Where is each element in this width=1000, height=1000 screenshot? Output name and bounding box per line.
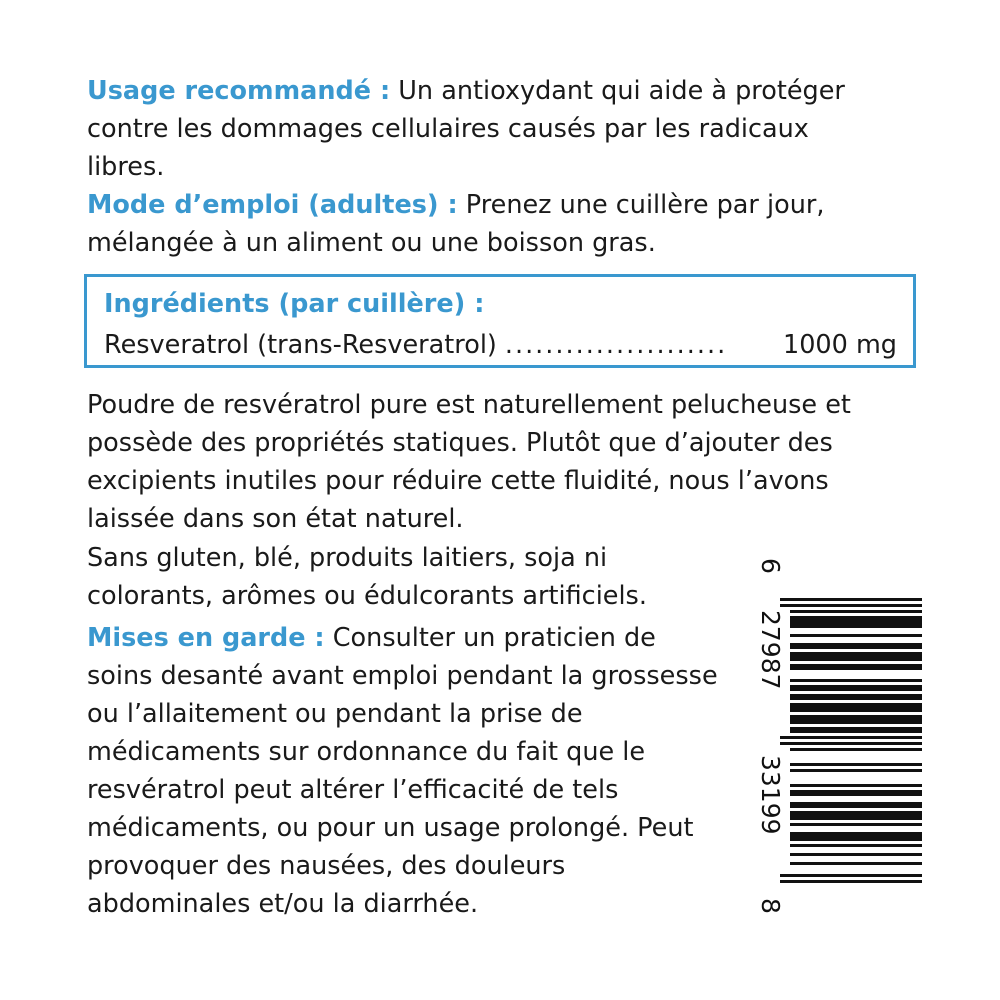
barcode-bar [790,763,922,766]
usage-text: Un antioxydant qui aide à protéger contre les dommages cellulaires causés par les radicaux libres. [87,76,845,182]
usage-label: Usage recommandé : [87,76,391,106]
ingredient-leader-dots: ...................... [504,330,728,360]
allergen-statement: Sans gluten, blé, produits laitiers, soja ni colorants, arômes ou édulcorants artificiels. [87,543,647,611]
barcode-bar [790,688,922,691]
barcode-bar [790,838,922,841]
barcode-digit-group-left: 27987 [756,610,785,690]
product-description: Poudre de resvératrol pure est naturellement pelucheuse et possède des propriétés statiques. Plutôt que d’ajouter des excipients inutiles pour réduire cette fluidité, nous l’avons laissée dans son état naturel. [87,390,851,534]
barcode-bar [790,817,922,820]
barcode-bar [790,769,922,772]
upc-barcode [752,558,922,918]
barcode-bar [790,730,922,733]
warnings-text: Consulter un praticien de soins desanté avant emploi pendant la grossesse ou l’allaitement ou pendant la prise de médicaments sur ordonnance du fait que le resvératrol peut altérer l’efficacité de tels médicaments, ou pour un usage prolongé. Peut provoquer des nausées, des douleurs abdominales et/ou la diarrhée. [87,623,718,919]
barcode-bar [780,742,922,745]
directions-section [87,186,887,262]
barcode-digit-check: 8 [756,898,785,914]
barcode-bar [790,667,922,670]
barcode-bar [780,874,922,877]
barcode-digit-lead: 6 [756,558,785,574]
barcode-bar [790,658,922,661]
barcode-bar [790,709,922,712]
warnings-section [87,619,727,923]
barcode-bar [790,625,922,628]
directions-text: Prenez une cuillère par jour, mélangée à un aliment ou une boisson gras. [87,190,825,258]
barcode-bar [790,793,922,796]
barcode-bars [790,558,922,918]
barcode-digit-group-right: 33199 [756,755,785,835]
warnings-label: Mises en garde : [87,623,325,653]
barcode-bar [790,805,922,808]
ingredient-amount: 1000 mg [782,330,897,360]
barcode-bar [780,604,922,607]
barcode-bar [790,610,922,613]
barcode-bar [790,862,922,865]
barcode-bar [790,679,922,682]
barcode-bar [790,784,922,787]
barcode-bar [790,823,922,826]
ingredient-name: Resveratrol (trans-Resveratrol) [104,330,497,360]
barcode-bar [790,697,922,700]
barcode-bar [780,598,922,601]
barcode-bar [790,844,922,847]
directions-label: Mode d’emploi (adultes) : [87,190,458,220]
barcode-bar [780,736,922,739]
barcode-bar [790,646,922,649]
usage-section [87,72,887,186]
barcode-bar [790,853,922,856]
barcode-bar [790,721,922,724]
ingredient-row [104,326,897,364]
ingredients-box [84,274,916,368]
barcode-bar [790,748,922,751]
ingredients-title: Ingrédients (par cuillère) : [104,289,485,319]
barcode-bar [790,634,922,637]
barcode-bar [780,880,922,883]
